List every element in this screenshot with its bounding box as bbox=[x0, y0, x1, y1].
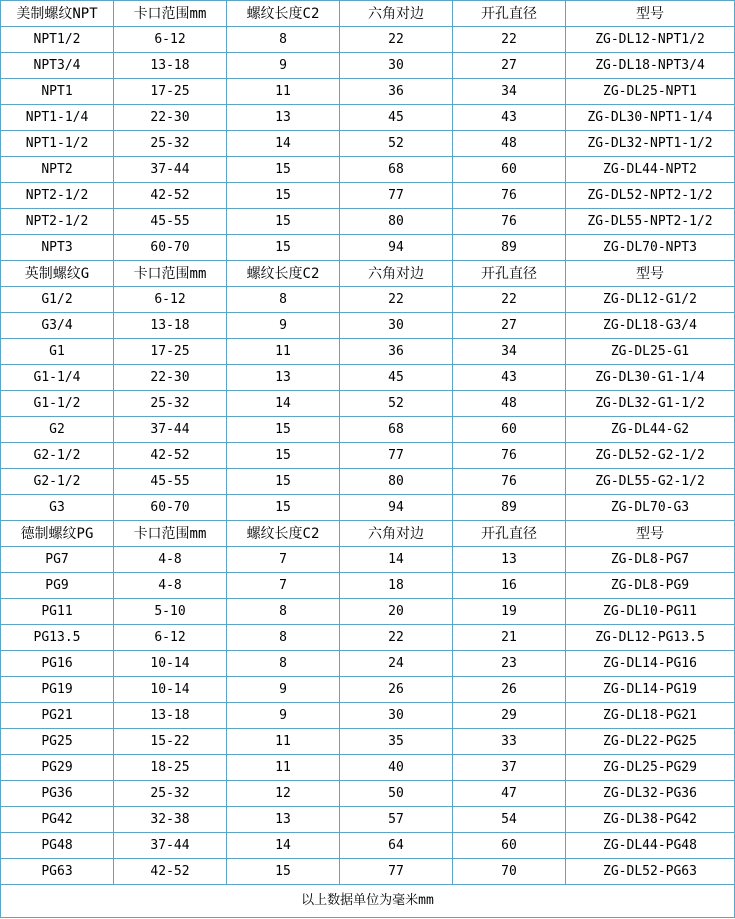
table-cell: 22-30 bbox=[114, 105, 227, 131]
table-cell: 13 bbox=[227, 105, 340, 131]
section-header-row-g bbox=[1, 261, 735, 287]
table-cell: 36 bbox=[340, 79, 453, 105]
table-cell: 24 bbox=[340, 651, 453, 677]
table-cell: NPT3 bbox=[1, 235, 114, 261]
table-row bbox=[1, 625, 735, 651]
table-cell: 45-55 bbox=[114, 469, 227, 495]
table-cell: 14 bbox=[227, 131, 340, 157]
table-row bbox=[1, 755, 735, 781]
table-cell: 15 bbox=[227, 443, 340, 469]
table-cell: 15 bbox=[227, 859, 340, 885]
table-row bbox=[1, 495, 735, 521]
table-cell: 60-70 bbox=[114, 235, 227, 261]
table-cell: 11 bbox=[227, 339, 340, 365]
table-cell: 25-32 bbox=[114, 781, 227, 807]
table-cell: NPT2-1/2 bbox=[1, 209, 114, 235]
table-cell: 52 bbox=[340, 391, 453, 417]
table-row bbox=[1, 599, 735, 625]
table-cell: PG16 bbox=[1, 651, 114, 677]
table-cell: 13-18 bbox=[114, 703, 227, 729]
table-cell: 45 bbox=[340, 105, 453, 131]
table-row bbox=[1, 339, 735, 365]
table-cell: 76 bbox=[453, 469, 566, 495]
column-header: 卡口范围mm bbox=[114, 1, 227, 27]
table-cell: 8 bbox=[227, 599, 340, 625]
table-cell: 8 bbox=[227, 287, 340, 313]
column-header: 六角对边 bbox=[340, 261, 453, 287]
table-cell: ZG-DL18-NPT3/4 bbox=[566, 53, 735, 79]
table-cell: 36 bbox=[340, 339, 453, 365]
table-cell: 9 bbox=[227, 53, 340, 79]
table-row bbox=[1, 469, 735, 495]
unit-note: 以上数据单位为毫米mm bbox=[1, 885, 735, 918]
table-cell: 77 bbox=[340, 859, 453, 885]
column-header: 螺纹长度C2 bbox=[227, 521, 340, 547]
table-cell: G2-1/2 bbox=[1, 469, 114, 495]
table-cell: 47 bbox=[453, 781, 566, 807]
table-cell: ZG-DL25-PG29 bbox=[566, 755, 735, 781]
table-cell: PG21 bbox=[1, 703, 114, 729]
table-cell: 42-52 bbox=[114, 443, 227, 469]
table-cell: 45-55 bbox=[114, 209, 227, 235]
table-cell: NPT1 bbox=[1, 79, 114, 105]
table-cell: ZG-DL32-G1-1/2 bbox=[566, 391, 735, 417]
table-cell: 6-12 bbox=[114, 625, 227, 651]
column-header: 螺纹长度C2 bbox=[227, 261, 340, 287]
table-cell: ZG-DL52-G2-1/2 bbox=[566, 443, 735, 469]
table-cell: 94 bbox=[340, 235, 453, 261]
table-row bbox=[1, 833, 735, 859]
column-header: 螺纹长度C2 bbox=[227, 1, 340, 27]
table-row bbox=[1, 729, 735, 755]
table-cell: 42-52 bbox=[114, 859, 227, 885]
table-cell: 60 bbox=[453, 833, 566, 859]
table-cell: 13 bbox=[227, 365, 340, 391]
table-cell: 9 bbox=[227, 313, 340, 339]
table-cell: 64 bbox=[340, 833, 453, 859]
table-cell: 10-14 bbox=[114, 677, 227, 703]
table-row bbox=[1, 183, 735, 209]
table-cell: PG25 bbox=[1, 729, 114, 755]
table-cell: G2 bbox=[1, 417, 114, 443]
table-cell: 60 bbox=[453, 157, 566, 183]
table-cell: NPT1-1/2 bbox=[1, 131, 114, 157]
table-cell: 14 bbox=[340, 547, 453, 573]
table-cell: PG48 bbox=[1, 833, 114, 859]
table-cell: 68 bbox=[340, 417, 453, 443]
table-cell: 22 bbox=[453, 27, 566, 53]
table-cell: 9 bbox=[227, 703, 340, 729]
table-cell: 15-22 bbox=[114, 729, 227, 755]
table-cell: G3 bbox=[1, 495, 114, 521]
table-cell: ZG-DL25-NPT1 bbox=[566, 79, 735, 105]
table-cell: PG11 bbox=[1, 599, 114, 625]
table-row bbox=[1, 807, 735, 833]
table-cell: 13-18 bbox=[114, 313, 227, 339]
table-cell: 7 bbox=[227, 547, 340, 573]
table-row bbox=[1, 677, 735, 703]
table-cell: 68 bbox=[340, 157, 453, 183]
table-cell: 15 bbox=[227, 417, 340, 443]
table-cell: ZG-DL32-PG36 bbox=[566, 781, 735, 807]
table-cell: 15 bbox=[227, 235, 340, 261]
table-row bbox=[1, 859, 735, 885]
table-cell: 80 bbox=[340, 209, 453, 235]
table-cell: 15 bbox=[227, 183, 340, 209]
table-cell: 19 bbox=[453, 599, 566, 625]
table-cell: 21 bbox=[453, 625, 566, 651]
table-row bbox=[1, 53, 735, 79]
table-cell: PG36 bbox=[1, 781, 114, 807]
column-header: 开孔直径 bbox=[453, 261, 566, 287]
table-cell: 23 bbox=[453, 651, 566, 677]
table-row bbox=[1, 391, 735, 417]
table-cell: 4-8 bbox=[114, 573, 227, 599]
table-cell: ZG-DL44-PG48 bbox=[566, 833, 735, 859]
column-header: 英制螺纹G bbox=[1, 261, 114, 287]
table-cell: 6-12 bbox=[114, 27, 227, 53]
column-header: 型号 bbox=[566, 1, 735, 27]
table-cell: 26 bbox=[453, 677, 566, 703]
table-cell: 30 bbox=[340, 703, 453, 729]
table-cell: 22 bbox=[340, 287, 453, 313]
section-header-row-npt bbox=[1, 1, 735, 27]
table-cell: ZG-DL52-NPT2-1/2 bbox=[566, 183, 735, 209]
table-cell: 15 bbox=[227, 209, 340, 235]
column-header: 开孔直径 bbox=[453, 1, 566, 27]
table-cell: ZG-DL55-NPT2-1/2 bbox=[566, 209, 735, 235]
table-cell: NPT2-1/2 bbox=[1, 183, 114, 209]
table-cell: 4-8 bbox=[114, 547, 227, 573]
table-cell: 43 bbox=[453, 105, 566, 131]
table-cell: 30 bbox=[340, 313, 453, 339]
table-cell: ZG-DL18-PG21 bbox=[566, 703, 735, 729]
table-cell: 25-32 bbox=[114, 391, 227, 417]
spec-table-body bbox=[1, 1, 735, 918]
table-cell: NPT2 bbox=[1, 157, 114, 183]
table-cell: 26 bbox=[340, 677, 453, 703]
table-cell: 57 bbox=[340, 807, 453, 833]
table-cell: ZG-DL70-G3 bbox=[566, 495, 735, 521]
table-row bbox=[1, 79, 735, 105]
table-cell: 34 bbox=[453, 339, 566, 365]
column-header: 型号 bbox=[566, 261, 735, 287]
table-row bbox=[1, 27, 735, 53]
table-cell: ZG-DL18-G3/4 bbox=[566, 313, 735, 339]
table-cell: 15 bbox=[227, 469, 340, 495]
table-row bbox=[1, 235, 735, 261]
table-cell: 7 bbox=[227, 573, 340, 599]
table-cell: 18 bbox=[340, 573, 453, 599]
table-cell: 11 bbox=[227, 729, 340, 755]
table-cell: 15 bbox=[227, 495, 340, 521]
table-cell: 89 bbox=[453, 235, 566, 261]
table-cell: 22 bbox=[453, 287, 566, 313]
table-cell: G1-1/4 bbox=[1, 365, 114, 391]
table-cell: 34 bbox=[453, 79, 566, 105]
table-cell: 76 bbox=[453, 443, 566, 469]
table-cell: ZG-DL14-PG19 bbox=[566, 677, 735, 703]
table-cell: ZG-DL12-NPT1/2 bbox=[566, 27, 735, 53]
table-cell: ZG-DL22-PG25 bbox=[566, 729, 735, 755]
table-cell: 29 bbox=[453, 703, 566, 729]
table-cell: NPT1/2 bbox=[1, 27, 114, 53]
table-cell: 77 bbox=[340, 443, 453, 469]
table-cell: ZG-DL44-NPT2 bbox=[566, 157, 735, 183]
table-row bbox=[1, 365, 735, 391]
table-row bbox=[1, 209, 735, 235]
table-cell: 8 bbox=[227, 651, 340, 677]
table-row bbox=[1, 703, 735, 729]
table-row bbox=[1, 417, 735, 443]
table-cell: PG19 bbox=[1, 677, 114, 703]
table-cell: 77 bbox=[340, 183, 453, 209]
table-cell: PG13.5 bbox=[1, 625, 114, 651]
section-header-row-pg bbox=[1, 521, 735, 547]
table-cell: ZG-DL8-PG7 bbox=[566, 547, 735, 573]
table-cell: 20 bbox=[340, 599, 453, 625]
table-cell: 5-10 bbox=[114, 599, 227, 625]
table-cell: NPT3/4 bbox=[1, 53, 114, 79]
table-cell: 48 bbox=[453, 131, 566, 157]
table-cell: 13 bbox=[453, 547, 566, 573]
table-row bbox=[1, 547, 735, 573]
table-cell: ZG-DL32-NPT1-1/2 bbox=[566, 131, 735, 157]
column-header: 德制螺纹PG bbox=[1, 521, 114, 547]
column-header: 型号 bbox=[566, 521, 735, 547]
table-cell: ZG-DL12-G1/2 bbox=[566, 287, 735, 313]
table-cell: 13 bbox=[227, 807, 340, 833]
table-cell: 42-52 bbox=[114, 183, 227, 209]
table-cell: 70 bbox=[453, 859, 566, 885]
table-cell: 94 bbox=[340, 495, 453, 521]
table-cell: G2-1/2 bbox=[1, 443, 114, 469]
table-cell: PG9 bbox=[1, 573, 114, 599]
table-cell: NPT1-1/4 bbox=[1, 105, 114, 131]
table-cell: 8 bbox=[227, 27, 340, 53]
table-cell: 22 bbox=[340, 625, 453, 651]
column-header: 六角对边 bbox=[340, 1, 453, 27]
table-cell: 43 bbox=[453, 365, 566, 391]
table-cell: G3/4 bbox=[1, 313, 114, 339]
table-row bbox=[1, 287, 735, 313]
table-cell: 76 bbox=[453, 183, 566, 209]
table-cell: 40 bbox=[340, 755, 453, 781]
table-cell: ZG-DL8-PG9 bbox=[566, 573, 735, 599]
table-cell: 33 bbox=[453, 729, 566, 755]
table-cell: 16 bbox=[453, 573, 566, 599]
table-cell: ZG-DL44-G2 bbox=[566, 417, 735, 443]
table-cell: 6-12 bbox=[114, 287, 227, 313]
table-row bbox=[1, 651, 735, 677]
table-cell: 32-38 bbox=[114, 807, 227, 833]
table-cell: 37-44 bbox=[114, 417, 227, 443]
table-cell: 25-32 bbox=[114, 131, 227, 157]
table-cell: 27 bbox=[453, 313, 566, 339]
table-cell: ZG-DL52-PG63 bbox=[566, 859, 735, 885]
footer-row bbox=[1, 885, 735, 918]
table-cell: 27 bbox=[453, 53, 566, 79]
table-cell: 17-25 bbox=[114, 79, 227, 105]
table-cell: 37 bbox=[453, 755, 566, 781]
table-cell: 52 bbox=[340, 131, 453, 157]
table-cell: 9 bbox=[227, 677, 340, 703]
table-cell: 11 bbox=[227, 79, 340, 105]
table-cell: G1/2 bbox=[1, 287, 114, 313]
table-cell: 35 bbox=[340, 729, 453, 755]
table-row bbox=[1, 131, 735, 157]
column-header: 卡口范围mm bbox=[114, 521, 227, 547]
table-row bbox=[1, 313, 735, 339]
column-header: 开孔直径 bbox=[453, 521, 566, 547]
column-header: 卡口范围mm bbox=[114, 261, 227, 287]
table-row bbox=[1, 443, 735, 469]
table-cell: 30 bbox=[340, 53, 453, 79]
table-cell: 60-70 bbox=[114, 495, 227, 521]
table-cell: 8 bbox=[227, 625, 340, 651]
table-row bbox=[1, 105, 735, 131]
column-header: 六角对边 bbox=[340, 521, 453, 547]
table-cell: ZG-DL30-NPT1-1/4 bbox=[566, 105, 735, 131]
table-cell: 11 bbox=[227, 755, 340, 781]
table-cell: PG29 bbox=[1, 755, 114, 781]
table-cell: 14 bbox=[227, 391, 340, 417]
table-cell: 80 bbox=[340, 469, 453, 495]
table-row bbox=[1, 157, 735, 183]
table-cell: 14 bbox=[227, 833, 340, 859]
table-cell: ZG-DL10-PG11 bbox=[566, 599, 735, 625]
table-cell: ZG-DL70-NPT3 bbox=[566, 235, 735, 261]
table-cell: 37-44 bbox=[114, 157, 227, 183]
table-row bbox=[1, 781, 735, 807]
table-cell: 17-25 bbox=[114, 339, 227, 365]
table-cell: 15 bbox=[227, 157, 340, 183]
table-cell: ZG-DL14-PG16 bbox=[566, 651, 735, 677]
table-cell: 48 bbox=[453, 391, 566, 417]
table-cell: 22-30 bbox=[114, 365, 227, 391]
table-cell: ZG-DL12-PG13.5 bbox=[566, 625, 735, 651]
table-cell: 54 bbox=[453, 807, 566, 833]
table-cell: 50 bbox=[340, 781, 453, 807]
table-cell: ZG-DL38-PG42 bbox=[566, 807, 735, 833]
column-header: 美制螺纹NPT bbox=[1, 1, 114, 27]
table-cell: G1 bbox=[1, 339, 114, 365]
table-cell: PG7 bbox=[1, 547, 114, 573]
table-cell: 18-25 bbox=[114, 755, 227, 781]
table-cell: 12 bbox=[227, 781, 340, 807]
table-cell: 89 bbox=[453, 495, 566, 521]
table-cell: 76 bbox=[453, 209, 566, 235]
table-cell: 10-14 bbox=[114, 651, 227, 677]
table-cell: 60 bbox=[453, 417, 566, 443]
table-cell: ZG-DL25-G1 bbox=[566, 339, 735, 365]
table-cell: 22 bbox=[340, 27, 453, 53]
table-cell: 45 bbox=[340, 365, 453, 391]
table-cell: 13-18 bbox=[114, 53, 227, 79]
table-cell: PG63 bbox=[1, 859, 114, 885]
table-cell: 37-44 bbox=[114, 833, 227, 859]
table-row bbox=[1, 573, 735, 599]
table-cell: ZG-DL30-G1-1/4 bbox=[566, 365, 735, 391]
table-cell: ZG-DL55-G2-1/2 bbox=[566, 469, 735, 495]
table-cell: G1-1/2 bbox=[1, 391, 114, 417]
table-cell: PG42 bbox=[1, 807, 114, 833]
